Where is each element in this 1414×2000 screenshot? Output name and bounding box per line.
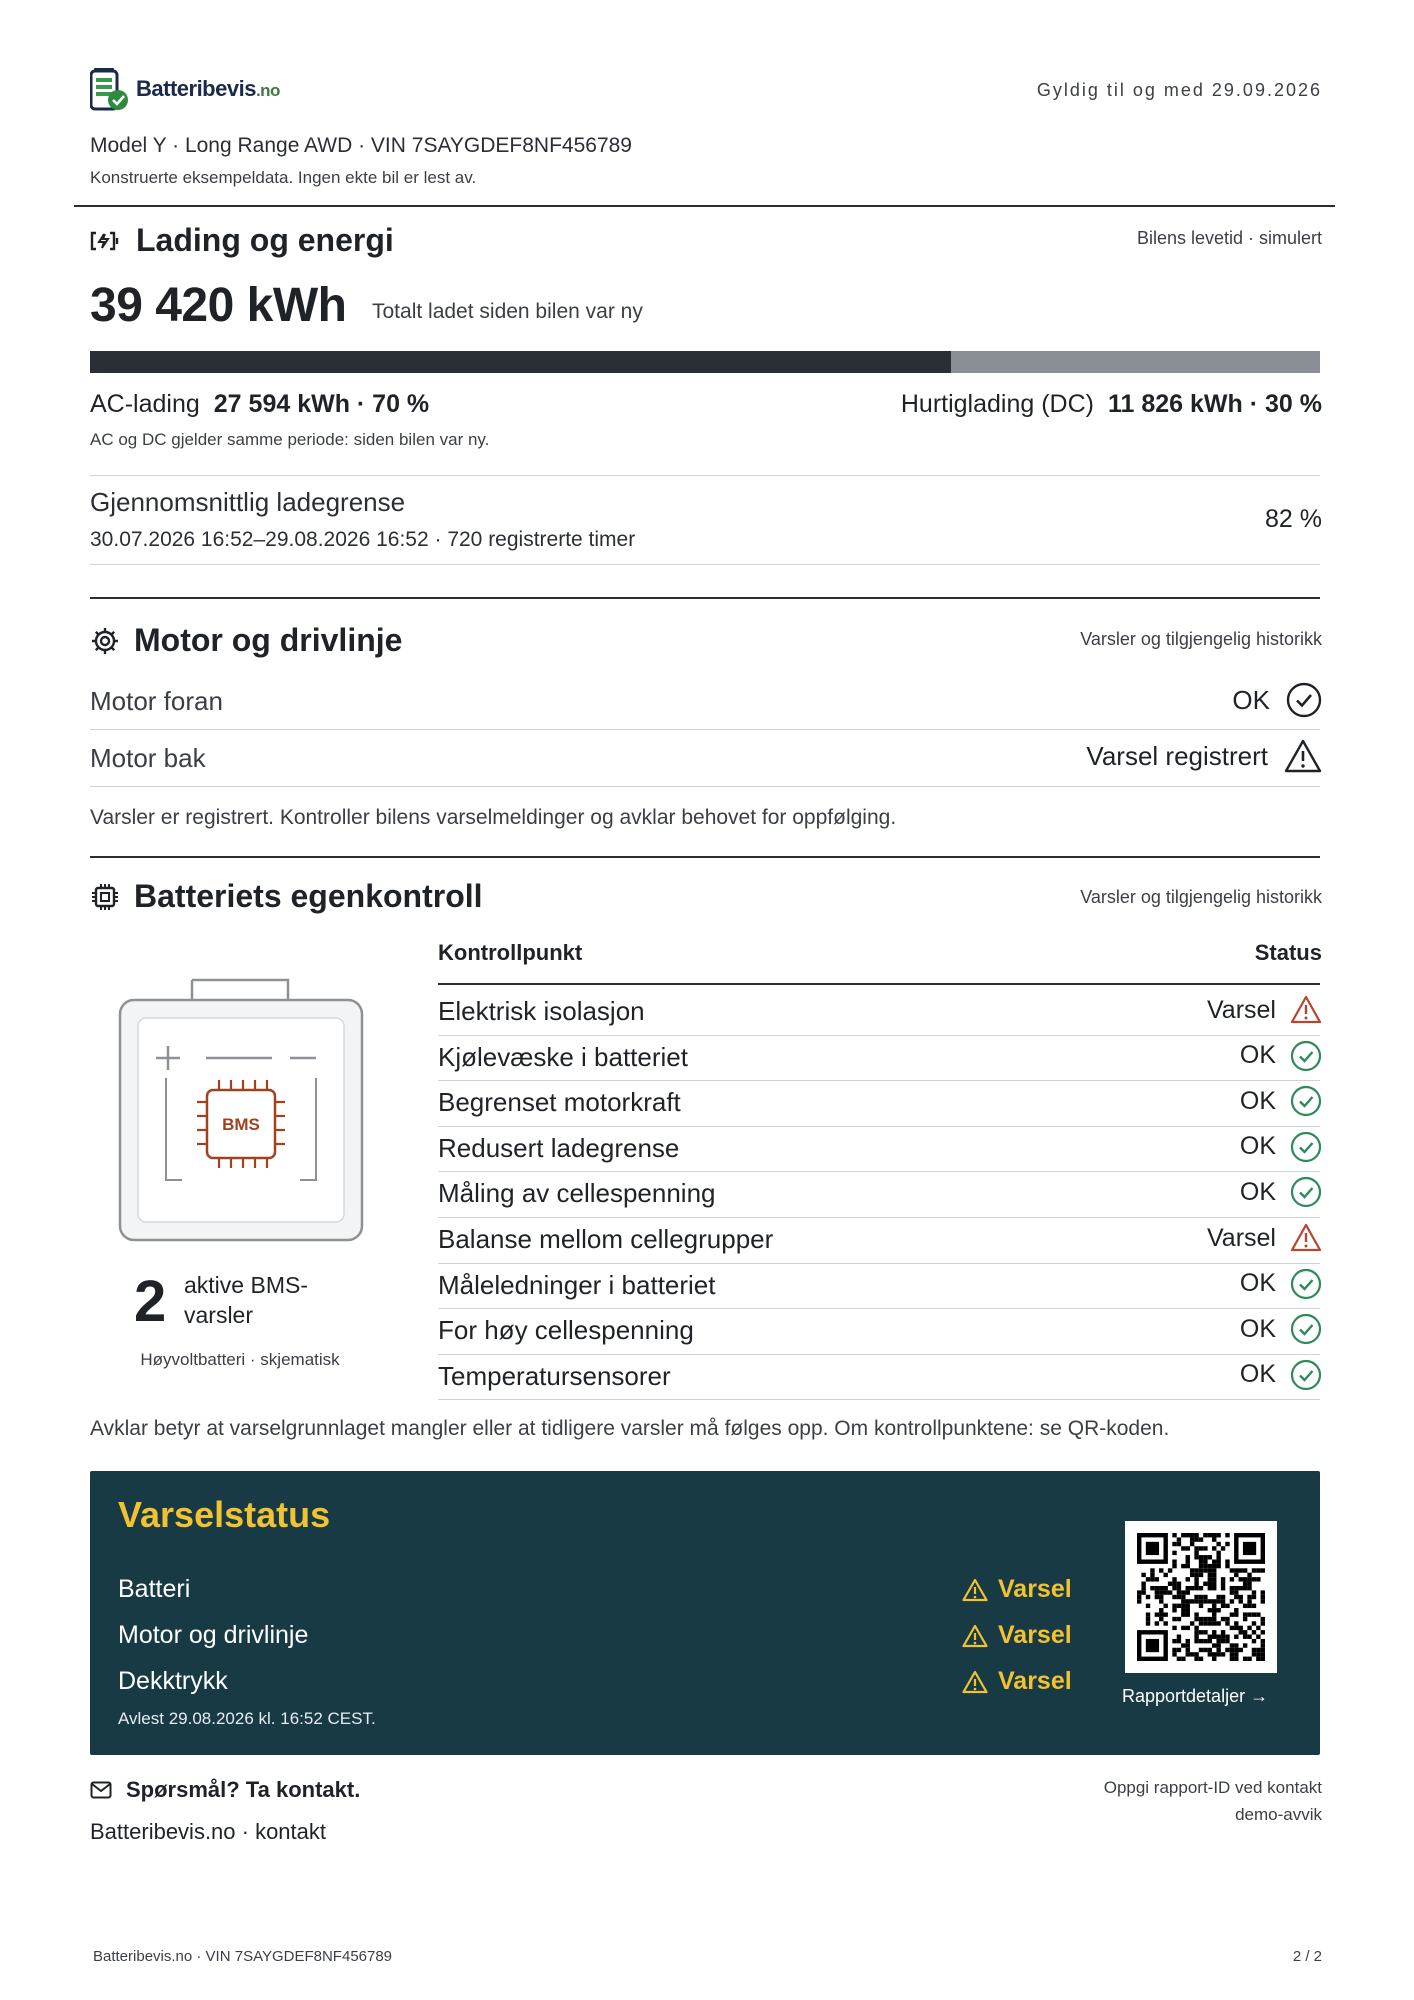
check-point-status: OK bbox=[1240, 1313, 1322, 1345]
check-circle-icon bbox=[1290, 1176, 1322, 1208]
check-point-status: OK bbox=[1240, 1176, 1322, 1208]
status-category-label: Batteri bbox=[118, 1575, 191, 1603]
logo-wordmark: Batteribevis.no bbox=[136, 76, 280, 101]
vehicle-model-line: Model Y · Long Range AWD · VIN 7SAYGDEF8NF456789 bbox=[90, 134, 632, 157]
warning-triangle-icon bbox=[1290, 1222, 1322, 1254]
avg-charge-limit-period: 30.07.2026 16:52–29.08.2026 16:52 · 720 registrerte timer bbox=[90, 528, 636, 551]
report-details-link[interactable]: Rapportdetaljer → bbox=[1122, 1686, 1269, 1706]
battery-explain-note: Avklar betyr at varselgrunnlaget mangler eller at tidligere varsler må følges opp. Om kontrollpunktene: se QR-koden. bbox=[90, 1417, 1170, 1440]
page-number: 2 / 2 bbox=[1292, 1948, 1322, 1965]
status-category-label: Dekktrykk bbox=[118, 1667, 228, 1695]
check-point-label: Balanse mellom cellegrupper bbox=[438, 1224, 774, 1254]
check-circle-icon bbox=[1290, 1359, 1322, 1391]
section-title-battery: Batteriets egenkontroll bbox=[90, 878, 483, 915]
report-qr-code[interactable] bbox=[1125, 1521, 1277, 1673]
mail-icon bbox=[90, 1781, 112, 1799]
divider bbox=[90, 729, 1320, 730]
table-header-divider bbox=[438, 983, 1320, 985]
read-timestamp: Avlest 29.08.2026 kl. 16:52 CEST. bbox=[118, 1709, 376, 1728]
table-row-divider bbox=[438, 1263, 1320, 1264]
total-charged-value: 39 420 kWh bbox=[90, 279, 347, 332]
col-header-point: Kontrollpunkt bbox=[438, 940, 583, 965]
check-point-label: Kjølevæske i batteriet bbox=[438, 1041, 688, 1072]
battery-aside: Varsler og tilgjengelig historikk bbox=[1080, 887, 1322, 907]
check-point-status: OK bbox=[1240, 1131, 1322, 1163]
header-divider bbox=[74, 205, 1335, 207]
warning-triangle-icon bbox=[962, 1624, 988, 1648]
contact-link[interactable]: Batteribevis.no · kontakt bbox=[90, 1819, 327, 1844]
dc-charging-stat: Hurtiglading (DC) 11 826 kWh · 30 % bbox=[900, 390, 1322, 418]
section-divider bbox=[90, 597, 1320, 599]
status-category-value: Varsel bbox=[962, 1575, 1072, 1604]
check-point-status: OK bbox=[1240, 1268, 1322, 1300]
check-point-status: OK bbox=[1240, 1085, 1322, 1117]
section-divider bbox=[90, 856, 1320, 858]
gear-icon bbox=[90, 626, 120, 656]
bms-chip-icon bbox=[197, 1080, 285, 1168]
table-row-divider bbox=[438, 1171, 1320, 1172]
chip-icon bbox=[90, 882, 120, 912]
table-row-divider bbox=[438, 1308, 1320, 1309]
warning-triangle-icon bbox=[1290, 994, 1322, 1026]
divider bbox=[90, 475, 1320, 476]
check-point-label: Begrenset motorkraft bbox=[438, 1087, 681, 1118]
table-row-divider bbox=[438, 1354, 1320, 1355]
sample-data-note: Konstruerte eksempeldata. Ingen ekte bil er lest av. bbox=[90, 168, 477, 187]
motor-row-label: Motor bak bbox=[90, 743, 206, 773]
avg-charge-limit-value: 82 % bbox=[1265, 505, 1322, 533]
battery-schematic bbox=[118, 978, 366, 1244]
qr-code-icon bbox=[1137, 1533, 1265, 1661]
battery-check-logo-icon bbox=[90, 66, 130, 112]
check-circle-icon bbox=[1290, 1313, 1322, 1345]
bms-chip-label: BMS bbox=[222, 1115, 260, 1134]
battery-schematic-caption: Høyvoltbatteri · skjematisk bbox=[140, 1350, 340, 1369]
check-circle-icon bbox=[1290, 1040, 1322, 1072]
table-row-divider bbox=[438, 1080, 1320, 1081]
table-row-divider bbox=[438, 1399, 1320, 1400]
ac-share-fill bbox=[90, 351, 951, 373]
status-category-value: Varsel bbox=[962, 1667, 1072, 1696]
table-row-divider bbox=[438, 1217, 1320, 1218]
warning-triangle-icon bbox=[962, 1670, 988, 1694]
contact-heading: Spørsmål? Ta kontakt. bbox=[90, 1777, 360, 1803]
warning-triangle-icon bbox=[962, 1578, 988, 1602]
divider bbox=[90, 564, 1320, 565]
ac-charging-stat: AC-lading 27 594 kWh · 70 % bbox=[90, 390, 430, 418]
check-point-label: Redusert ladegrense bbox=[438, 1132, 680, 1163]
check-point-label: Måling av cellespenning bbox=[438, 1178, 716, 1209]
report-id-value: demo-avvik bbox=[1235, 1805, 1322, 1824]
check-point-status: OK bbox=[1240, 1359, 1322, 1391]
brand-logo bbox=[90, 66, 280, 112]
motor-aside: Varsler og tilgjengelig historikk bbox=[1080, 629, 1322, 649]
check-point-label: Temperatursensorer bbox=[438, 1360, 671, 1391]
check-point-status: Varsel bbox=[1207, 994, 1322, 1026]
warning-triangle-icon bbox=[1284, 739, 1322, 773]
active-bms-label: aktive BMS-varsler bbox=[184, 1272, 308, 1328]
motor-row-label: Motor foran bbox=[90, 686, 223, 716]
ac-dc-split-bar bbox=[90, 351, 1320, 373]
check-circle-icon bbox=[1290, 1085, 1322, 1117]
check-point-status: OK bbox=[1240, 1040, 1322, 1072]
warning-status-title: Varselstatus bbox=[118, 1494, 331, 1535]
check-point-label: For høy cellespenning bbox=[438, 1315, 694, 1346]
check-point-status: Varsel bbox=[1207, 1222, 1322, 1254]
ac-dc-period-note: AC og DC gjelder samme periode: siden bilen var ny. bbox=[90, 430, 490, 449]
check-circle-icon bbox=[1286, 682, 1322, 718]
section-title-charging: Lading og energi bbox=[90, 222, 394, 259]
check-point-label: Elektrisk isolasjon bbox=[438, 996, 645, 1026]
motor-row-status: Varsel registrert bbox=[1086, 739, 1322, 773]
section-title-motor: Motor og drivlinje bbox=[90, 622, 402, 659]
active-bms-count: 2 bbox=[134, 1269, 167, 1334]
arrow-right-icon: → bbox=[1250, 1686, 1269, 1706]
check-circle-icon bbox=[1290, 1131, 1322, 1163]
check-circle-icon bbox=[1290, 1268, 1322, 1300]
divider bbox=[90, 786, 1320, 787]
check-point-label: Måleledninger i batteriet bbox=[438, 1269, 716, 1300]
motor-warning-note: Varsler er registrert. Kontroller bilens varselmeldinger og avklar behovet for oppfølging. bbox=[90, 806, 897, 829]
col-header-status: Status bbox=[1254, 940, 1322, 965]
status-category-value: Varsel bbox=[962, 1621, 1072, 1650]
valid-until: Gyldig til og med 29.09.2026 bbox=[1036, 80, 1322, 100]
charging-battery-icon bbox=[90, 230, 122, 252]
table-row-divider bbox=[438, 1035, 1320, 1036]
report-id-hint: Oppgi rapport-ID ved kontakt bbox=[1103, 1778, 1322, 1797]
total-charged-label: Totalt ladet siden bilen var ny bbox=[372, 300, 643, 323]
status-category-label: Motor og drivlinje bbox=[118, 1621, 309, 1649]
footer-vin: Batteribevis.no · VIN 7SAYGDEF8NF456789 bbox=[93, 1948, 393, 1965]
motor-row-status: OK bbox=[1232, 682, 1322, 718]
charging-aside: Bilens levetid · simulert bbox=[1136, 228, 1322, 248]
avg-charge-limit-label: Gjennomsnittlig ladegrense bbox=[90, 487, 406, 517]
table-row-divider bbox=[438, 1126, 1320, 1127]
